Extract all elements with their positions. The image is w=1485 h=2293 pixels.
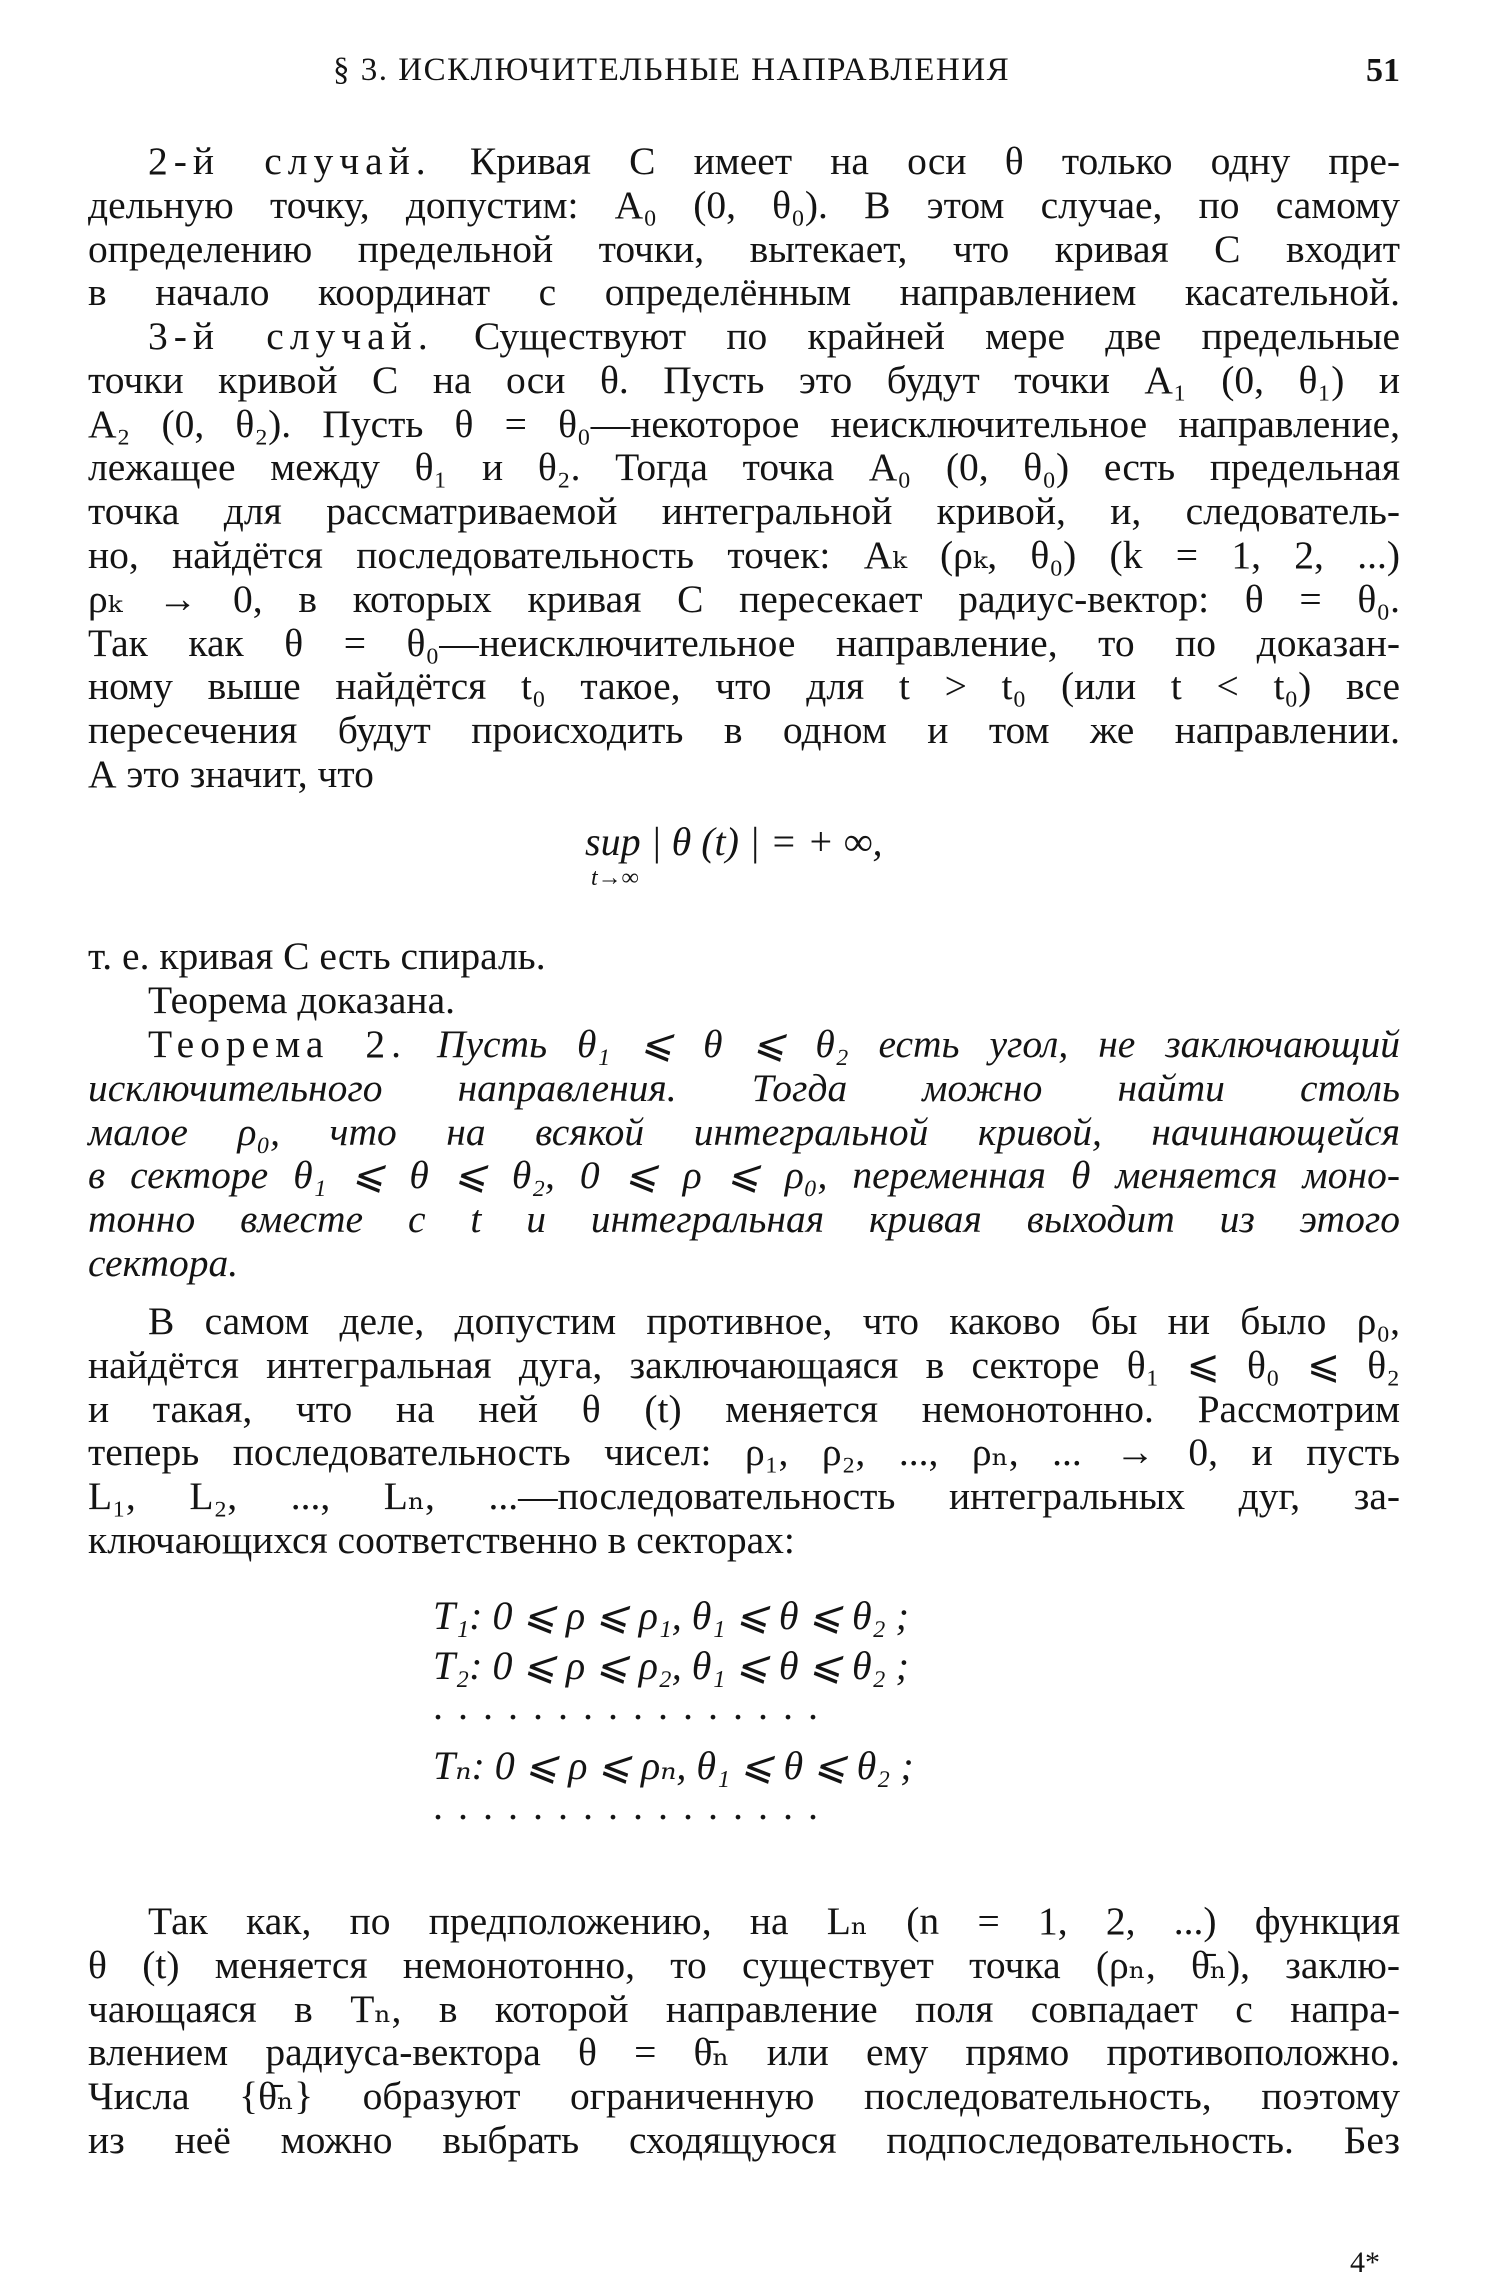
text-line: Пусть θ₁ ⩽ θ ⩽ θ₂ есть угол, не заключающий bbox=[436, 1022, 1401, 1066]
text-line: Так как θ = θ₀—неисключительное направление, то по доказан- bbox=[88, 620, 1400, 665]
text-line: А это значит, что bbox=[88, 751, 374, 796]
text-line: и такая, что на ней θ (t) меняется немонотонно. Рассмотрим bbox=[88, 1386, 1400, 1431]
text-line: ному выше найдётся t₀ такое, что для t > t₀ (или t < t₀) все bbox=[88, 664, 1400, 709]
paragraph-final bbox=[88, 1900, 1400, 2163]
running-header bbox=[88, 52, 1400, 102]
case-3-label: 3-й случай. bbox=[148, 314, 434, 358]
ellipsis-row: ................ bbox=[433, 1683, 833, 1728]
signature-mark: 4* bbox=[1350, 2246, 1380, 2279]
text-line: найдётся интегральная дуга, заключающаяся в секторе θ₁ ⩽ θ₀ ⩽ θ₂ bbox=[88, 1342, 1400, 1387]
formula-sup-subscript: t→∞ bbox=[591, 865, 639, 891]
text-line: ключающихся соответственно в секторах: bbox=[88, 1517, 795, 1562]
text-line: но, найдётся последовательность точек: Aₖ (ρₖ, θ₀) (k = 1, 2, ...) bbox=[88, 532, 1400, 577]
header-title: § 3. ИСКЛЮЧИТЕЛЬНЫЕ НАПРАВЛЕНИЯ bbox=[333, 52, 1011, 88]
sector-row-2: T₂: 0 ⩽ ρ ⩽ ρ₂, θ₁ ⩽ θ ⩽ θ₂ ; bbox=[433, 1643, 909, 1688]
sector-row-n: Tₙ: 0 ⩽ ρ ⩽ ρₙ, θ₁ ⩽ θ ⩽ θ₂ ; bbox=[433, 1743, 914, 1788]
paragraph-case-2 bbox=[88, 140, 1400, 315]
text-line: точка для рассматриваемой интегральной кривой, и, следователь- bbox=[88, 489, 1400, 534]
text-line: малое ρ₀, что на всякой интегральной кривой, начинающейся bbox=[88, 1109, 1400, 1154]
text-line: ρₖ → 0, в которых кривая C пересекает радиус-вектор: θ = θ₀. bbox=[88, 576, 1400, 621]
theorem-2-label: Теорема 2. bbox=[148, 1022, 408, 1066]
text-line: исключительного направления. Тогда можно найти столь bbox=[88, 1065, 1400, 1110]
paragraph-theorem-2 bbox=[88, 1023, 1400, 1286]
text-line: влением радиуса-вектора θ = θ̄ₙ или ему прямо противоположно. bbox=[88, 2030, 1400, 2075]
text-line: в секторе θ₁ ⩽ θ ⩽ θ₂, 0 ⩽ ρ ⩽ ρ₀, переменная θ меняется моно- bbox=[88, 1153, 1400, 1198]
text-line: лежащее между θ₁ и θ₂. Тогда точка A₀ (0, θ₀) есть предельная bbox=[88, 445, 1400, 490]
text-line: A₂ (0, θ₂). Пусть θ = θ₀—некоторое неисключительное направление, bbox=[88, 401, 1400, 446]
paragraph-conclusion bbox=[88, 935, 1400, 1023]
ellipsis-row: ................ bbox=[433, 1783, 833, 1828]
text-line: в начало координат с определённым направлением касательной. bbox=[88, 270, 1400, 315]
text-line: т. е. кривая C есть спираль. bbox=[88, 934, 546, 978]
text-line: чающаяся в Tₙ, в которой направление поля совпадает с напра- bbox=[88, 1986, 1400, 2031]
text-line: L₁, L₂, ..., Lₙ, ...—последовательность интегральных дуг, за- bbox=[88, 1474, 1400, 1519]
text-line: Существуют по крайней мере две предельные bbox=[473, 314, 1401, 358]
text-line: определению предельной точки, вытекает, что кривая C входит bbox=[88, 226, 1400, 271]
text-line: тонно вместе с t и интегральная кривая выходит из этого bbox=[88, 1197, 1400, 1242]
text-line: сектора. bbox=[88, 1240, 239, 1285]
text-line: Так как, по предположению, на Lₙ (n = 1, 2, ...) функция bbox=[148, 1899, 1400, 1943]
text-line: В самом деле, допустим противное, что каково бы ни было ρ₀, bbox=[148, 1299, 1400, 1343]
text-line: дельную точку, допустим: A₀ (0, θ₀). В этом случае, по самому bbox=[88, 182, 1400, 227]
case-2-label: 2-й случай. bbox=[148, 139, 432, 183]
text-line: из неё можно выбрать сходящуюся подпоследовательность. Без bbox=[88, 2117, 1400, 2162]
page bbox=[88, 0, 1400, 2293]
text-line: пересечения будут происходить в одном и том же направлении. bbox=[88, 708, 1400, 753]
paragraph-proof bbox=[88, 1300, 1400, 1563]
sector-row-1: T₁: 0 ⩽ ρ ⩽ ρ₁, θ₁ ⩽ θ ⩽ θ₂ ; bbox=[433, 1593, 909, 1638]
paragraph-case-3 bbox=[88, 315, 1400, 797]
text-line: Кривая C имеет на оси θ только одну пре- bbox=[469, 139, 1400, 183]
text-line: Теорема доказана. bbox=[148, 977, 455, 1022]
text-line: точки кривой C на оси θ. Пусть это будут точки A₁ (0, θ₁) и bbox=[88, 357, 1400, 402]
text-line: θ (t) меняется немонотонно, то существует точка (ρₙ, θ̄ₙ), заклю- bbox=[88, 1942, 1400, 1987]
page-number: 51 bbox=[1366, 52, 1400, 89]
text-line: Числа {θ̄ₙ} образуют ограниченную последовательность, поэтому bbox=[88, 2074, 1400, 2119]
text-line: теперь последовательность чисел: ρ₁, ρ₂, ..., ρₙ, ... → 0, и пусть bbox=[88, 1430, 1400, 1475]
formula-sup: sup | θ (t) | = + ∞, bbox=[585, 819, 883, 864]
